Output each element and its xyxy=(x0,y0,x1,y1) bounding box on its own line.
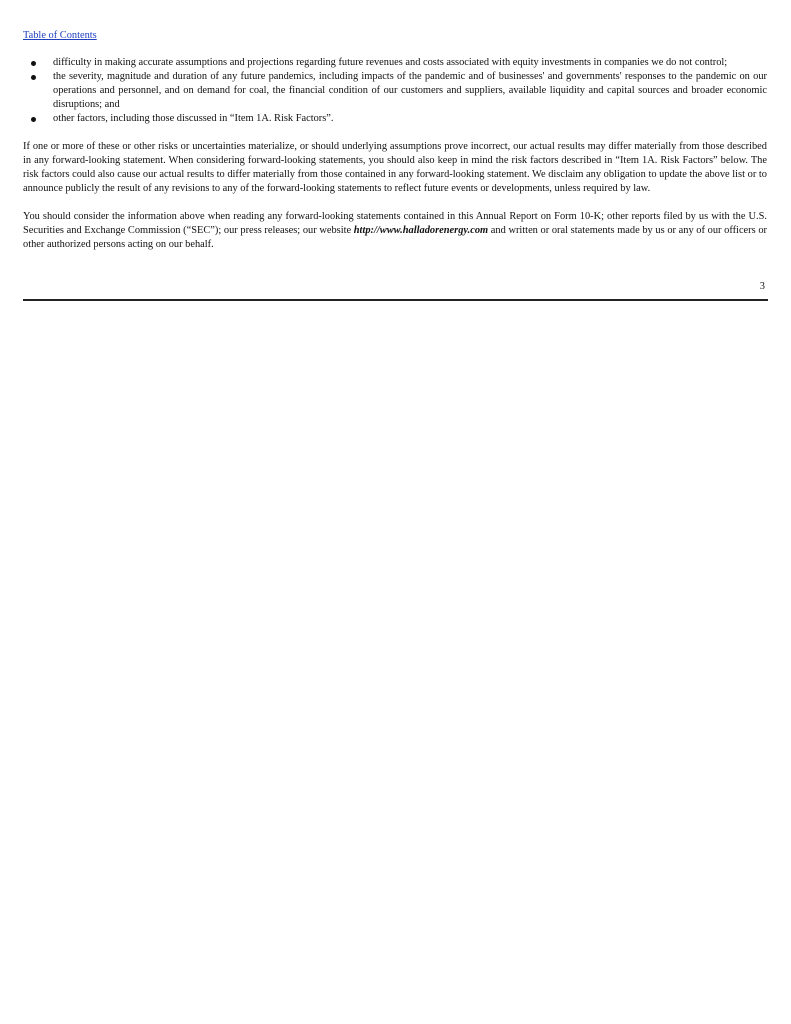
list-item-text: other factors, including those discussed in “Item 1A. Risk Factors”. xyxy=(53,113,334,124)
page-divider xyxy=(23,299,768,301)
information-sources-paragraph xyxy=(23,210,767,252)
bullet-icon xyxy=(31,61,36,66)
paragraph-text-after-website: and written or oral statements made by us or any of our officers or other authorized persons acting on our behalf. xyxy=(23,225,767,250)
list-item xyxy=(23,70,767,112)
list-item xyxy=(23,56,767,70)
bullet-icon xyxy=(31,75,36,80)
risk-disclaimer-paragraph: If one or more of these or other risks or uncertainties materialize, or should underlying assumptions prove incorrect, our actual results may differ materially from those described in any forward-looking statement. When considering forward-looking statements, you should also keep in mind the risk factors described in “Item 1A. Risk Factors” below. The risk factors could also cause our actual results to differ materially from those contained in any forward-looking statement. We disclaim any obligation to update the above list or to announce publicly the result of any revisions to any of the forward-looking statements to reflect future events or developments, unless required by law. xyxy=(23,141,767,194)
company-website-text: http://www.halladorenergy.com xyxy=(353,225,489,236)
list-item xyxy=(23,112,767,126)
page-number: 3 xyxy=(759,281,765,292)
list-item-text: difficulty in making accurate assumptions and projections regarding future revenues and costs associated with equity investments in companies we do not control; xyxy=(53,57,728,68)
page-header xyxy=(23,29,767,43)
document-page xyxy=(23,29,767,301)
table-of-contents-link[interactable]: Table of Contents xyxy=(23,30,97,41)
risk-bullet-list xyxy=(23,56,767,126)
bullet-icon xyxy=(31,117,36,122)
paragraph-text-before-website: You should consider the information above when reading any forward-looking statements contained in this Annual Report on Form 10-K; other reports filed by us with the U.S. Securities and Exchange Commission (“SEC”); our press releases; our website xyxy=(23,211,767,236)
list-item-text: the severity, magnitude and duration of any future pandemics, including impacts of the pandemic and of businesses' and governments' responses to the pandemic on our operations and personnel, and on demand for coal, the financial condition of our customers and suppliers, available liquidity and capital sources and broader economic disruptions; and xyxy=(53,71,767,110)
